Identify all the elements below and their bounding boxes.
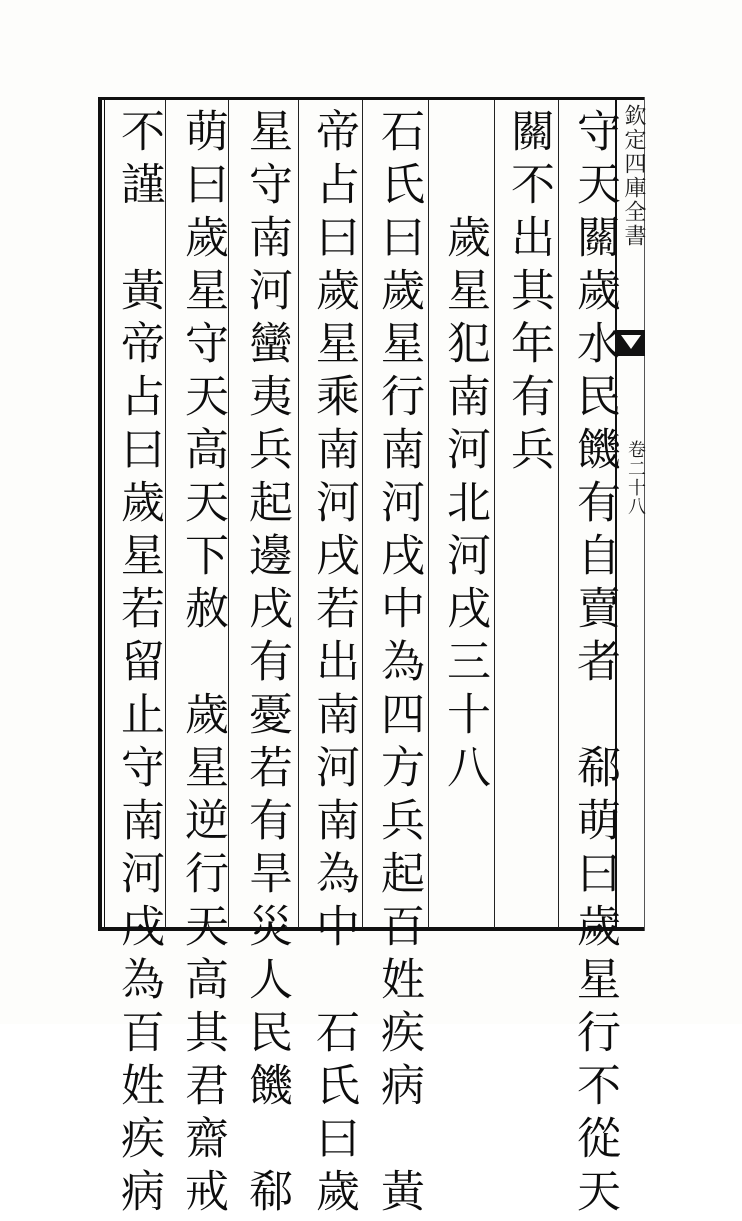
- column-rule: [428, 100, 429, 928]
- text-column-5: 帝占曰歲星乘南河戌若出南河南為中 石氏曰歲: [308, 108, 359, 1221]
- text-column-4: 石氏曰歲星行南河戌中為四方兵起百姓疾病 黃: [373, 108, 424, 1221]
- text-column-8: 不謹 黃帝占曰歲星若留止守南河戌為百姓疾病: [113, 108, 164, 1221]
- text-column-6: 星守南河蠻夷兵起邊戌有憂若有旱災人民饑 郗: [241, 108, 292, 1221]
- text-column-1: 守天關歲水民饑有自賣者 郗萌曰歲星行不從天: [569, 108, 620, 1221]
- frame-inner-rule: [104, 100, 105, 928]
- text-column-3-heading: 歲星犯南河北河戌三十八: [439, 108, 490, 797]
- column-rule: [362, 100, 363, 928]
- text-column-2: 關不出其年有兵: [503, 108, 554, 479]
- margin-volume-label: 卷二十八: [625, 440, 646, 516]
- text-column-7: 萌曰歲星守天高天下赦 歲星逆行天高其君齋戒: [177, 108, 228, 1221]
- column-rule: [494, 100, 495, 928]
- column-rule: [558, 100, 559, 928]
- margin-book-title: 欽定四庫全書: [621, 104, 646, 248]
- column-rule: [298, 100, 299, 928]
